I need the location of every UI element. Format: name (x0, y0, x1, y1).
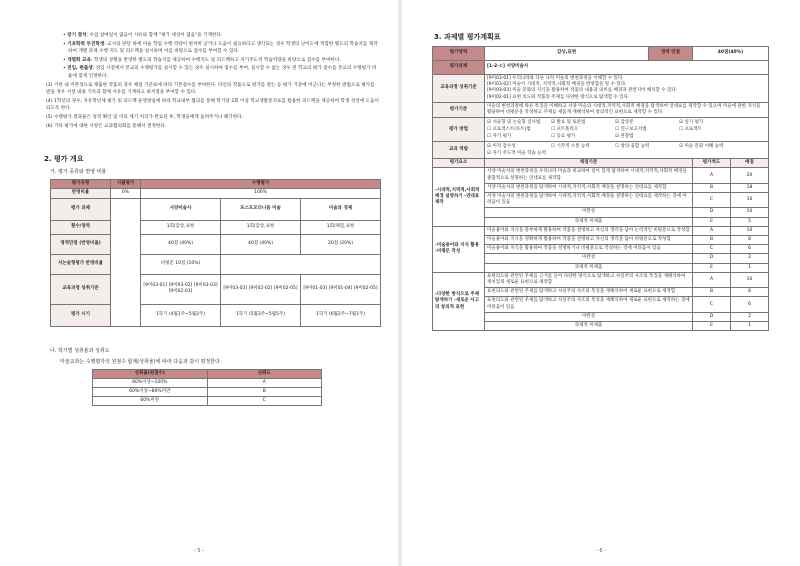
competency-checklist (485, 142, 769, 159)
rubric-level: B (693, 183, 731, 192)
grade-level: B (207, 387, 322, 396)
rubric-criterion: 표현의도와 관련된 주제를 탐색하고 사실주의 사조의 특징을 재해석하여 새로운 표현으로 제작하는 것에 어려움이 있음 (485, 297, 693, 312)
grade-level: A (207, 378, 322, 387)
method-checklist (485, 118, 769, 142)
rubric-element: -미술용어와 지식 활용 -비평문 작성 (433, 226, 485, 272)
bullet-text: : 학생의 상황을 반영한 별도의 학습지를 제공하여 수행지도 및 피드백하고 자기주도적 학습역량을 바탕으로 점수를 부여한다. (90, 57, 341, 63)
subsection-ga-title: 가. 평가 종류와 반영 비율 (50, 169, 107, 176)
bullet-list (42, 32, 380, 81)
rubric-criterion: 표현의도와 관련된 주제를 탐색하고 사실주의 사조의 특징을 재해석하여 새로운 표현으로 제작함 (485, 288, 693, 297)
rubric-criterion: 서양 미술사의 변천과정을 우리나라 미술과 비교하여 깊이 있게 탐색하여 시대적,지역적,사회적 배경을 종합적으로 설명하는 연대표를 제작함 (485, 168, 693, 183)
count-3: 1회/체험,표현 (301, 220, 381, 234)
rubric-criterion: 과제적 미제출 (485, 322, 693, 331)
section-2-title: 2. 평가 개요 (44, 155, 84, 164)
header-ratio: 반영비율 (51, 189, 111, 198)
rubric-level: E (693, 263, 731, 272)
count-2: 1회/감상,표현 (221, 220, 301, 234)
std-2: [9미03-03] [9미02-02] [9미02-05] (221, 274, 301, 304)
plan-std-3: [9미03-03] 미술 문화의 지식을 활용하여 작품의 내용과 의미를 배경과 관련지어 해석할 수 있다. (487, 88, 678, 94)
bullet-text: : 수업 참여일이 없음이 사유와 함께 "평가 대상이 없음"을 기재한다. (86, 33, 223, 38)
grade-rate: 80%이상~100% (93, 378, 208, 387)
task-1: 서양미술사 (141, 198, 221, 220)
bullet-text: : 전입 시점에서 본교의 수행평가를 실시할 수 있는 경우 실시하여 점수를 부여, 실시할 수 없는 경우 전 학교의 평가 점수를 본교의 수행평가 비율에 맞게 인정한다. (68, 66, 377, 79)
grade-header-rate: 성취율(원점수) (93, 369, 208, 378)
header-scoring: 채점기준 (485, 159, 693, 168)
header-essay: 서논술형평가 반영비율 (51, 254, 111, 274)
rubric-criterion: 미완성 (485, 254, 693, 263)
full-1: 40점 (40%) (141, 234, 221, 254)
rubric-level: A (693, 226, 731, 235)
rubric-points: 6 (731, 297, 769, 312)
value-area: 감상,표현 (485, 47, 649, 61)
grade-level: C (207, 397, 322, 406)
grade-header-level: 성취도 (207, 369, 322, 378)
rubric-points: 2 (731, 312, 769, 321)
header-std: 교육과정 성취기준 (51, 274, 111, 304)
bullet-item: • 장기 결석: 수업 참여일이 없음이 사유와 함께 "평가 대상이 없음"을 기재한다. (63, 33, 223, 38)
header-paper: 지필평가 (111, 180, 141, 189)
competency-option: ☐ 시각적 소통 능력 (551, 144, 590, 150)
header-points: 배점 (731, 159, 769, 168)
header-plan-task: 평가과제 (433, 61, 485, 75)
grade-rate: 60%미만 (93, 397, 208, 406)
rubric-points: 10 (731, 226, 769, 235)
rubric-criterion: 미술용어와 지식을 풍부하게 활용하여 작품을 설명하고 자신의 생각을 담아 논리적인 비평문으로 작성함 (485, 226, 693, 235)
rubric-criterion: 미술용어와 지식을 활용하여 작품을 설명하거나 비평문으로 작성하는 것에 어려움이 있음 (485, 245, 693, 254)
task-2: 포스트모더니즘 미술 (221, 198, 301, 220)
header-plan-std: 교육과정 성취기준 (433, 75, 485, 103)
bullet-text: : 교사의 판단 하에 미술 학업 수행 역량이 현저히 낮거나 도움이 필요하다고 생각되는 경우 학생의 난이도에 적합한 별도의 학습지를 제작하여 개별 과제 수행 지도 및 피드백을 일시하며 이를 바탕으로 점수를 부여할 수 있다. (68, 41, 378, 55)
header-method: 평가 방법 (433, 118, 485, 142)
page-number-right: - 6 - (596, 548, 606, 554)
rubric-points: 8 (731, 288, 769, 297)
time-3: 1학기 (6월2주~7월1주) (301, 304, 381, 326)
paragraph: (4) 1학년의 경우, 자유학년제 평가 및 피드백 운영방침에 따라 학교내부 협의를 통해 학기당 2회 이상 학교생활통지표를 활용한 피드백을 제공하여 학생 성장에 도움이 되도록 한다. (46, 98, 379, 112)
subsection-na-title: 나. 학기별 성취율과 성취도 (50, 347, 110, 354)
page-number-left: - 5 - (194, 548, 204, 554)
left-page (0, 0, 398, 566)
method-option: ☐ 연구보고서법 (615, 127, 647, 133)
header-level: 평가척도 (693, 159, 731, 168)
rubric-points: 10 (731, 272, 769, 287)
value-plan-task: [1-2-①] 서양미술사 (485, 61, 769, 75)
method-option: ☐ 자기 평가 (487, 134, 512, 140)
bullet-label: 장기 결석 (67, 33, 87, 38)
bullet-label: 개별화 교육 (67, 57, 91, 63)
rubric-points: 5 (731, 217, 769, 226)
competency-option: ☐ 창의·융합 능력 (615, 144, 650, 150)
rubric-level: C (693, 193, 731, 208)
rubric-row (433, 272, 769, 287)
method-option: ☐ 포트폴리오 (551, 127, 579, 133)
rubric-points: 8 (731, 236, 769, 245)
header-crit: 평가기준 (433, 102, 485, 117)
rubric-level: D (693, 312, 731, 321)
header-type: 평가유형 (51, 180, 111, 189)
rubric-criterion: 미술용어와 지식을 정확하게 활용하여 작품을 설명하고 자신의 생각을 담아 비평문으로 작성함 (485, 236, 693, 245)
paragraph: (5) 수행평가 결과물은 성적 확인 및 이의 제기 처리가 완료된 후, 학생들에게 돌려주거나 폐기한다. (46, 114, 244, 120)
method-option: ☑ 관찰법 (615, 134, 634, 140)
full-2: 40점 (40%) (221, 234, 301, 254)
rubric-points: 16 (731, 193, 769, 208)
section-3-title: 3. 과제별 평가계획표 (434, 33, 501, 41)
rubric-level: A (693, 272, 731, 287)
bullet-item: • 전입, 편출생: 전입 시점에서 본교의 수행평가를 실시할 수 있는 경우 실시하여 점수를 부여, 실시할 수 없는 경우 전 학교의 평가 점수를 본교의 수행평가 비율에 맞게 인정한다. (63, 66, 377, 79)
header-area: 평가영역 (433, 47, 485, 61)
essay-empty (221, 254, 381, 274)
rubric-criterion: 미완성 (485, 208, 693, 217)
rubric-points: 1 (731, 263, 769, 272)
rubric-points: 20 (731, 168, 769, 183)
rubric-level: B (693, 236, 731, 245)
rubric-criterion: 미완성 (485, 312, 693, 321)
header-elem: 평가요소 (433, 159, 485, 168)
rubric-level: D (693, 208, 731, 217)
rubric-criterion: 과제적 미제출 (485, 217, 693, 226)
value-full-score: 40점(40%) (693, 47, 769, 61)
grade-row (93, 387, 322, 396)
bullet-item: • 기초학력 부진학생: 교사의 판단 하에 미술 학업 수행 역량이 현저히 낮거나 도움이 필요하다고 생각되는 경우 학생의 난이도에 적합한 별도의 학습지를 제작하여 개별 과제 수행 지도 및 피드백을 일시하며 이를 바탕으로 점수를 부여할 수 있다. (63, 41, 378, 55)
overview-table (50, 179, 381, 326)
rubric-row (433, 168, 769, 183)
plan-table (432, 46, 769, 331)
rubric-level: C (693, 245, 731, 254)
header-full: 영역만점 (반영비율) (51, 234, 111, 254)
rubric-points: 18 (731, 183, 769, 192)
rubric-level: A (693, 168, 731, 183)
grade-rate: 60%이상~80%미만 (93, 387, 208, 396)
grade-table (92, 369, 322, 407)
header-count: 횟수/영역 (51, 220, 111, 234)
count-1: 1회/감상,표현 (141, 220, 221, 234)
header-perf: 수행평가 (141, 180, 381, 189)
rubric-level: E (693, 217, 731, 226)
task-3: 미술과 경제 (301, 198, 381, 220)
competency-option: ☑ 미술 문화 이해 능력 (679, 144, 724, 150)
paragraph: (6) 기타 평가에 대한 사항은 교과협의회를 통해서 결정한다. (46, 123, 167, 129)
rubric-criterion: 표현의도와 관련된 주제를 근거를 들어 다양한 방식으로 탐색하고 사실주의 사조의 특징을 재해석하여 재치있게 새로운 표현으로 제작함 (485, 272, 693, 287)
bullet-label: 전입, 편출생 (67, 66, 93, 72)
plan-std-4: [9미02-01] 표현 의도와 작품의 주제를 다양한 방식으로 탐색할 수 있다. (487, 94, 630, 100)
bullet-item: • 개별화 교육: 학생의 상황을 반영한 별도의 학습지를 제공하여 수행지도 및 피드백하고 자기주도적 학습역량을 바탕으로 점수를 부여한다. (63, 57, 341, 63)
right-page (402, 0, 800, 566)
rubric-criterion: 과제적 미제출 (485, 263, 693, 272)
method-option: ☐ 동료 평가 (551, 134, 576, 140)
method-option: ☐ 프로젝스트(포트)법 (487, 127, 531, 133)
rubric-points: 10 (731, 208, 769, 217)
rubric-level: C (693, 297, 731, 312)
method-option: ☑ 감상문 (615, 120, 634, 126)
paragraph: (3) 기한 내 미완성으로 제출한 작품의 경우 채점 기준표에 따라 기본점수를 부여한다. 타인의 작품으로 평가를 받는 등 평가 기준에 어긋나는 부정한 방법으로 평가를 받을 경우 서설 내용 기록과 함께 사유를 기재하고 최저점을 부여할 수 있다. (46, 82, 375, 96)
rubric-row (433, 226, 769, 235)
std-3: [9미01-03] [9미01-04] [9미02-05] (301, 274, 381, 304)
method-option: ☐ 프로젝트 (679, 127, 702, 133)
rubric-points: 6 (731, 245, 769, 254)
paragraph-list (42, 82, 380, 131)
plan-std-1: [9미03-01] 우리나라와 다른 나라 미술의 변천과정을 이해할 수 있다. (487, 76, 624, 81)
grade-row (93, 378, 322, 387)
rubric-points: 2 (731, 254, 769, 263)
header-comp: 교과 역량 (433, 142, 485, 159)
grade-row (93, 397, 322, 406)
competency-option: ☑ 미적 감수성 (487, 144, 516, 150)
competency-option: ☑ 자기 주도적 미술 학습 능력 (487, 151, 547, 157)
time-1: 1학기 (4월1주~5월2주) (141, 304, 221, 326)
full-3: 20점 (20%) (301, 234, 381, 254)
plan-std-list (485, 75, 769, 103)
perf-ratio: 100% (141, 189, 381, 198)
rubric-criterion: 서양 미술사의 변천과정을 탐색하여 시대적,지역적,사회적 배경을 설명하는 연대표를 제작함 (485, 183, 693, 192)
subsection-na-desc: 미술교과는 수행평가의 원점수 합계(성취율)에 따라 다음과 같이 평정한다 (60, 358, 220, 365)
header-task: 평가 과제 (51, 198, 111, 220)
rubric-element: -다양한 방식으로 주제 탐색하기 -새로운 사고의 창의적 표현 (433, 272, 485, 330)
method-option: ☑ 실기 평가 (679, 120, 704, 126)
crit-text: 미술의 변천과정에 따른 특징을 이해하고 서양 미술의 시대적,지역적,사회적 배경을 탐색하여 연대표를 제작할 수 있으며 미술에 관한 지식을 활용하여 비평문을 작성하고 주제를 새롭게 재해석하여 창의적인 표현으로 제작할 수 있다. (485, 102, 769, 117)
paper-ratio: 0% (111, 189, 141, 198)
std-1: [9미03-01] [9미03-02] [9미03-03] [9미02-01] (141, 274, 221, 304)
rubric-level: D (693, 254, 731, 263)
rubric-criterion: 서양 미술사의 변천과정을 탐색하여 시대적,지역적,사회적 배경을 설명하는 연대표를 제작하는 것에 어려움이 있음 (485, 193, 693, 208)
method-option: ☑ 발표 및 토론법 (551, 120, 586, 126)
paper-empty (111, 198, 141, 326)
method-option: ☑ 서술형 및 논술형 검사법 (487, 120, 541, 126)
rubric-level: E (693, 322, 731, 331)
essay-ratio: 비평문 10점 (10%) (141, 254, 221, 274)
time-2: 1학기 (5월3주~5월5주) (221, 304, 301, 326)
rubric-element: -시대적,지역적,사회적 배경 설명하기 -연대표 제작 (433, 168, 485, 226)
rubric-level: B (693, 288, 731, 297)
plan-std-2: [9미03-02] 미술이 시대적, 지역적,사회적 배경을 반영함을 알 수 있다. (487, 82, 627, 88)
rubric-points: 1 (731, 322, 769, 331)
bullet-label: 기초학력 부진학생 (67, 41, 105, 47)
header-time: 평가 시기 (51, 304, 111, 326)
header-full-score: 영역 만점 (649, 47, 693, 61)
